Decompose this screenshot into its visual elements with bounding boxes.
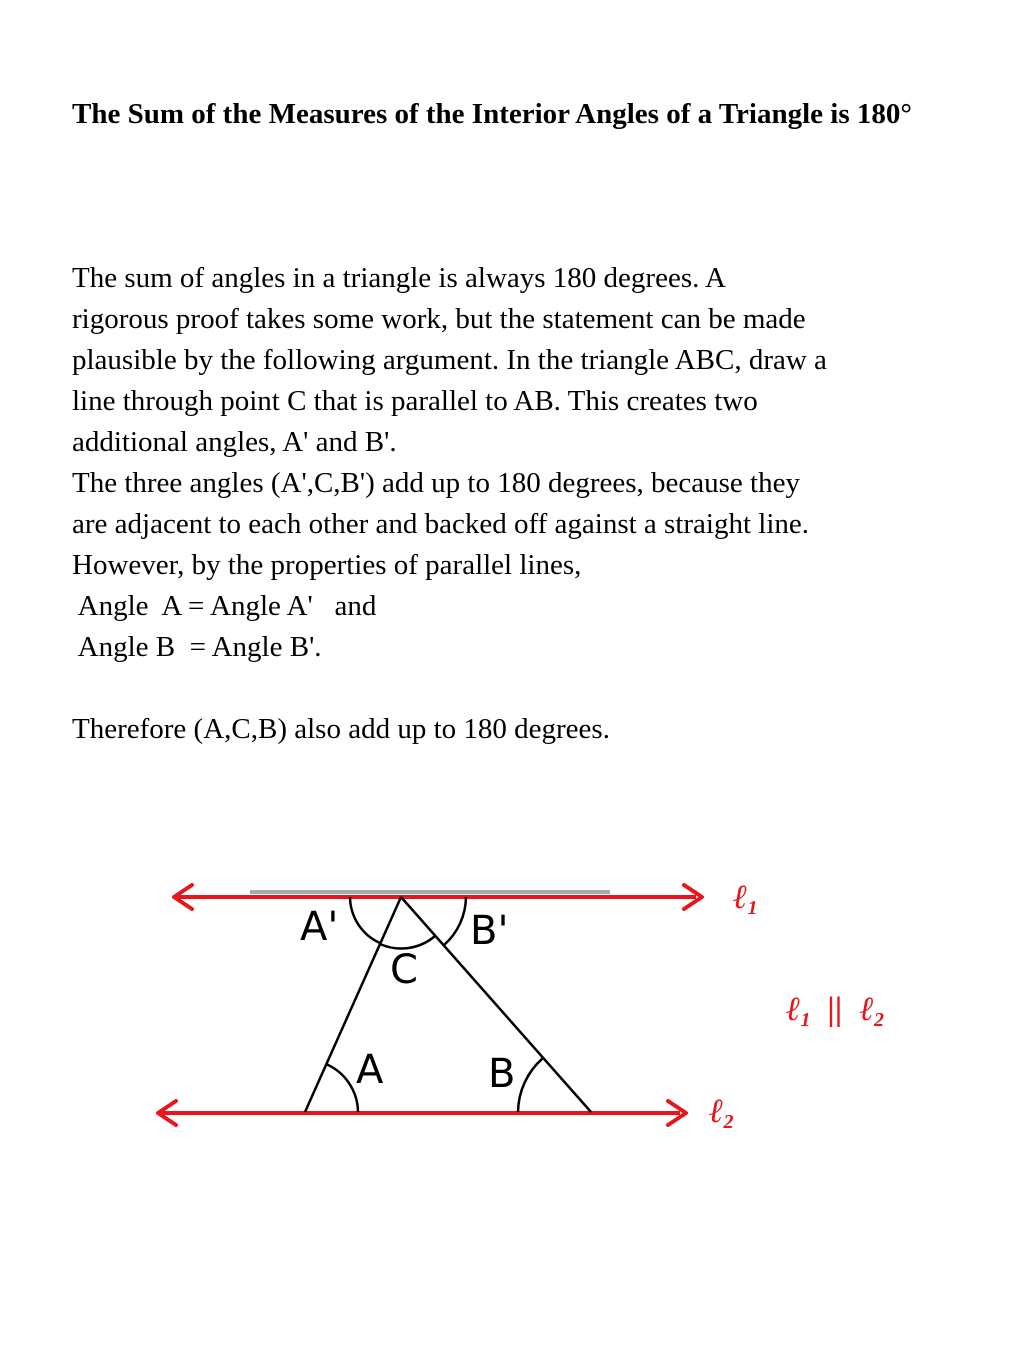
angle-a-arc (326, 1064, 358, 1112)
angle-a-prime-arc (350, 897, 380, 943)
paragraph-line: rigorous proof takes some work, but the statement can be made (72, 303, 806, 335)
paragraph-line: additional angles, A' and B'. (72, 426, 397, 458)
angle-b-prime-arc (444, 897, 466, 945)
paragraph-line: line through point C that is parallel to AB. This creates two (72, 385, 758, 417)
paragraph-line: are adjacent to each other and backed off against a straight line. (72, 508, 810, 540)
angle-b-equation: Angle B = Angle B'. (72, 631, 322, 663)
angle-a-equation: Angle A = Angle A' and (72, 590, 377, 622)
paragraph-line: The sum of angles in a triangle is always 180 degrees. A (72, 262, 726, 294)
line-l2-label: ℓ2 (709, 1093, 734, 1133)
line-l1-label: ℓ1 (733, 879, 758, 919)
angle-c-label: C (390, 947, 418, 993)
angle-a-prime-label: A' (300, 904, 339, 950)
paragraph-line: However, by the properties of parallel lines, (72, 549, 582, 581)
angle-b-arc (518, 1058, 543, 1112)
angle-b-label: B (488, 1051, 516, 1097)
page-title: The Sum of the Measures of the Interior Angles of a Triangle is 180° (72, 98, 912, 130)
paragraph-line: The three angles (A',C,B') add up to 180 degrees, because they (72, 467, 800, 499)
parallel-relation-label: ℓ1 || ℓ2 (786, 991, 885, 1031)
angle-a-label: A (356, 1047, 384, 1093)
paragraph-line: plausible by the following argument. In the triangle ABC, draw a (72, 344, 827, 376)
angle-b-prime-label: B' (470, 908, 509, 954)
conclusion: Therefore (A,C,B) also add up to 180 degrees. (72, 713, 610, 745)
